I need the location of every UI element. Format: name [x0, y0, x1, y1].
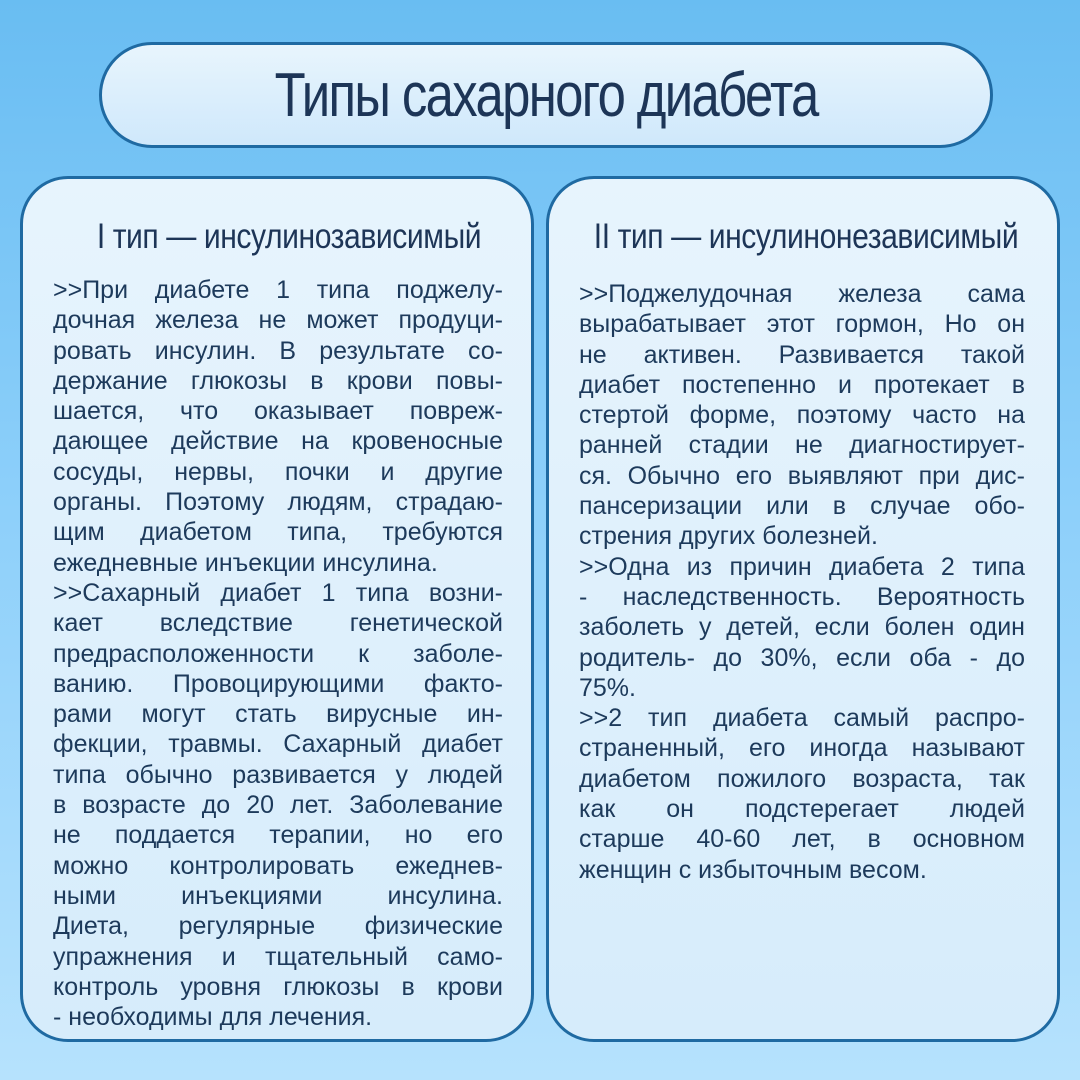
type2-line: стрения других болезней. — [579, 522, 878, 551]
type1-line: ными инъекциями инсулина. — [53, 881, 503, 910]
type2-line: женщин с избыточным весом. — [579, 855, 927, 884]
title-banner — [99, 42, 993, 148]
type2-card — [546, 176, 1060, 1042]
type2-line: пансеризации или в случае обо- — [579, 492, 1025, 521]
type1-line: предрасположенности к заболе- — [53, 639, 503, 668]
type1-line: - необходимы для лечения. — [53, 1003, 373, 1032]
type1-line: >>Сахарный диабет 1 типа возни- — [53, 578, 503, 607]
type1-line: щим диабетом типа, требуются — [53, 518, 503, 547]
type1-line: рами могут стать вирусные ин- — [53, 700, 503, 729]
type1-line: шается, что оказывает повреж- — [53, 397, 503, 426]
type1-line: в возрасте до 20 лет. Заболевание — [53, 791, 503, 820]
type2-text — [579, 279, 1025, 885]
type2-heading: II тип — инсулинонезависимый — [593, 217, 1019, 256]
type1-card — [20, 176, 534, 1042]
type2-line: стертой форме, поэтому часто на — [579, 401, 1025, 430]
type2-line: ранней стадии не диагностирует- — [579, 431, 1025, 460]
type1-line: органы. Поэтому людям, страдаю- — [53, 488, 503, 517]
type1-line: кает вследствие генетической — [53, 609, 503, 638]
type1-line: ровать инсулин. В результате со- — [53, 336, 503, 365]
type1-line: не поддается терапии, но его — [53, 821, 503, 850]
type2-line: диабет постепенно и протекает в — [579, 370, 1025, 399]
type2-line: не активен. Развивается такой — [579, 340, 1025, 369]
type2-line: 75%. — [579, 673, 636, 702]
type2-line: >>Одна из причин диабета 2 типа — [579, 552, 1025, 581]
type2-line: - наследственность. Вероятность — [579, 582, 1025, 611]
type1-line: фекции, травмы. Сахарный диабет — [53, 730, 503, 759]
type1-line: контроль уровня глюкозы в крови — [53, 972, 503, 1001]
type2-line: >>2 тип диабета самый распро- — [579, 704, 1025, 733]
type1-text — [53, 275, 503, 1032]
type1-line: Диета, регулярные физические — [53, 912, 503, 941]
type2-line: диабетом пожилого возраста, так — [579, 764, 1025, 793]
type2-line: заболеть у детей, если болен один — [579, 613, 1025, 642]
type2-line: >>Поджелудочная железа сама — [579, 280, 1025, 308]
type1-line: типа обычно развивается у людей — [53, 760, 503, 789]
page-title: Типы сахарного диабета — [274, 60, 818, 130]
type1-line: упражнения и тщательный само- — [53, 942, 503, 971]
type1-line: ванию. Провоцирующими факто- — [53, 669, 503, 698]
type1-line: >>При диабете 1 типа поджелу- — [53, 276, 503, 304]
type1-line: можно контролировать ежеднев- — [53, 851, 503, 880]
type1-line: ежедневные инъекции инсулина. — [53, 548, 438, 577]
type2-line: ся. Обычно его выявляют при дис- — [579, 461, 1025, 490]
type1-line: дочная железа не может продуци- — [53, 306, 503, 335]
type2-line: как он подстерегает людей — [579, 795, 1025, 824]
type1-heading: I тип — инсулинозависимый — [96, 217, 482, 256]
type1-line: держание глюкозы в крови повы- — [53, 366, 503, 395]
type2-line: страненный, его иногда называют — [579, 734, 1025, 763]
type2-line: вырабатывает этот гормон, Но он — [579, 310, 1025, 339]
type1-line: дающее действие на кровеносные — [53, 427, 503, 456]
type1-line: сосуды, нервы, почки и другие — [53, 457, 503, 486]
type2-line: старше 40-60 лет, в основном — [579, 825, 1025, 854]
type2-line: родитель- до 30%, если оба - до — [579, 643, 1025, 672]
